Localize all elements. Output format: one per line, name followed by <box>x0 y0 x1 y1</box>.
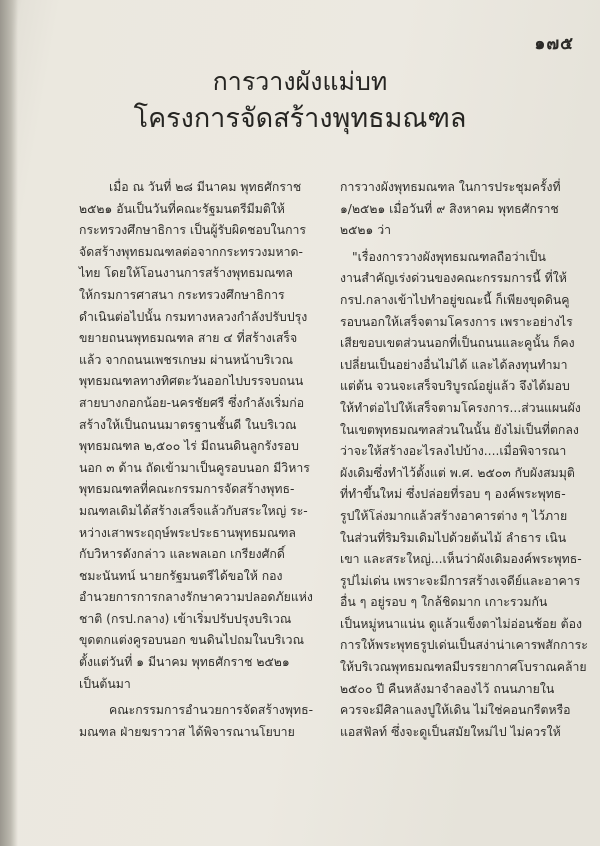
text-line: สายบางกอกน้อย-นครชัยศรี ซึ่งกำลังเริ่มก่อ <box>79 395 305 410</box>
text-line: ให้กรมการศาสนา กระทรวงศึกษาธิการ <box>79 287 285 302</box>
text-line: นอก ๓ ด้าน ถัดเข้ามาเป็นคูรอบนอก มีวิหาร <box>79 460 310 475</box>
text-line: ๒๕๐๐ ปี คืนหลังมาจำลองไว้ ถนนภายใน <box>340 681 555 696</box>
text-line: เขา และสระใหญ่...เห็นว่าผังเดิมองค์พระพุทธ- <box>340 552 582 567</box>
text-line: พุทธมณฑลที่คณะกรรมการจัดสร้างพุทธ- <box>79 482 295 497</box>
text-line: แล้ว จากถนนเพชรเกษม ผ่านหน้าบริเวณ <box>79 352 293 367</box>
text-line: อื่น ๆ อยู่รอบ ๆ ใกล้ชิดมาก เกาะรวมกัน <box>340 595 548 610</box>
text-line: แต่ต้น จวนจะเสร็จบริบูรณ์อยู่แล้ว จึงได้มอบ <box>340 379 570 394</box>
page-title-line-1: การวางผังแม่บท <box>212 67 388 96</box>
text-line: ให้บริเวณพุทธมณฑลมีบรรยากาศโบราณคล้าย <box>340 660 587 675</box>
text-line: อำนวยการการกลางรักษาความปลอดภัยแห่ง <box>79 590 313 605</box>
text-line: กับวิหารดังกล่าว และพลเอก เกรียงศักดิ์ <box>79 547 285 562</box>
text-line: รูปให้โล่งมากแล้วสร้างอาคารต่าง ๆ ไว้ภาย <box>340 508 568 523</box>
text-line: ไทย โดยให้โอนงานการสร้างพุทธมณฑล <box>79 266 293 281</box>
text-line: ตั้งแต่วันที่ ๑ มีนาคม พุทธศักราช ๒๕๒๑ <box>79 655 290 670</box>
text-line: พุทธมณฑลทางทิศตะวันออกไปบรรจบถนน <box>79 374 304 389</box>
text-line: กระทรวงศึกษาธิการ เป็นผู้รับผิดชอบในการ <box>79 223 307 238</box>
text-line: เมื่อ ณ วันที่ ๒๘ มีนาคม พุทธศักราช <box>109 180 302 194</box>
text-line: การให้พระพุทธรูปเด่นเป็นสง่าน่าเคารพสักการะ <box>340 638 588 653</box>
text-line: เปลี่ยนเป็นอย่างอื่นไม่ได้ และได้ลงทุนทำมา <box>340 357 568 372</box>
text-line: ดำเนินต่อไปนั้น กรมทางหลวงกำลังปรับปรุง <box>79 309 308 324</box>
left-text-column <box>79 177 319 743</box>
text-line: คณะกรรมการอำนวยการจัดสร้างพุทธ- <box>109 703 314 718</box>
page-number: ๑๗๕ <box>534 34 574 54</box>
text-line: มณฑล ฝ่ายฆราวาส ได้พิจารณานโยบาย <box>79 724 295 739</box>
text-line: ในเขตพุทธมณฑลส่วนในนั้น ยังไม่เป็นที่ตกลง <box>340 422 579 437</box>
text-line: ๒๕๒๑ อันเป็นวันที่คณะรัฐมนตรีมีมติให้ <box>79 201 285 216</box>
text-line: รอบนอกให้เสร็จตามโครงการ เพราะอย่างไร <box>340 314 573 329</box>
text-line: รูปไม่เด่น เพราะจะมีการสร้างเจดีย์และอาคาร <box>340 573 581 588</box>
text-line: ชมะนันทน์ นายกรัฐมนตรีได้ขอให้ กอง <box>79 568 283 583</box>
text-line: เสียขอบเขตส่วนนอกที่เป็นถนนและคูนั้น ก็คง <box>340 336 575 351</box>
text-line: ขยายถนนพุทธมณฑล สาย ๔ ที่สร้างเสร็จ <box>79 331 298 346</box>
text-line: งานสำคัญเร่งด่วนของคณะกรรมการนี้ ที่ให้ <box>340 271 567 286</box>
text-line: ขุดตกแต่งคูรอบนอก ขนดินไปถมในบริเวณ <box>79 633 304 648</box>
text-line: ๑/๒๕๒๑ เมื่อวันที่ ๙ สิงหาคม พุทธศักราช <box>340 201 559 216</box>
text-line: ๒๕๒๑ ว่า <box>340 223 392 238</box>
text-line: ว่าจะให้สร้างอะไรลงไปบ้าง....เมื่อพิจารณา <box>340 444 567 459</box>
text-line: ในส่วนที่ริมริมเดิมไปด้วยต้นไม้ ลำธาร เนิน <box>340 530 567 545</box>
text-line: ผังเดิมซึ่งทำไว้ตั้งแต่ พ.ศ. ๒๕๐๓ กับผังสมมุติ <box>340 465 575 480</box>
text-line: หว่างเสาพระฤฤษ์พระประธานพุทธมณฑล <box>79 525 296 540</box>
text-line: แอสฟัลท์ ซึ่งจะดูเป็นสมัยใหม่ไป ไม่ควรให้ <box>340 724 561 739</box>
text-line: ควรจะมีศิลาแลงปูให้เดิน ไม่ใช่คอนกรีตหรือ <box>340 703 571 718</box>
text-line: จัดสร้างพุทธมณฑลต่อจากกระทรวงมหาด- <box>79 244 303 259</box>
text-line: ให้ทำต่อไปให้เสร็จตามโครงการ...ส่วนแผนผัง <box>340 400 581 415</box>
text-line: การวางผังพุทธมณฑล ในการประชุมครั้งที่ <box>340 180 561 194</box>
text-line: พุทธมณฑล ๒,๕๐๐ ไร่ มีถนนดินลูกรังรอบ <box>79 439 299 454</box>
text-line: "เรื่องการวางผังพุทธมณฑลถือว่าเป็น <box>352 249 546 264</box>
text-line: กรป.กลางเข้าไปทำอยู่ขณะนี้ ก็เพียงขุดดินคู <box>340 292 570 307</box>
text-line: เป็นต้นมา <box>79 676 131 691</box>
text-line: เป็นหมู่หนาแน่น ดูแล้วแข็งตาไม่อ่อนช้อย ต้อง <box>340 616 582 631</box>
page-title-line-2: โครงการจัดสร้างพุทธมณฑล <box>133 103 467 134</box>
text-line: ชาติ (กรป.กลาง) เข้าเริ่มปรับปรุงบริเวณ <box>79 611 292 626</box>
text-line: ที่ทำขึ้นใหม่ ซึ่งปล่อยที่รอบ ๆ องค์พระพุทธ- <box>340 487 566 502</box>
text-line: สร้างให้เป็นถนนมาตรฐานชั้นดี ในบริเวณ <box>79 417 297 432</box>
text-line: มณฑลเดิมได้สร้างเสร็จแล้วกับสระใหญ่ ระ- <box>79 503 308 518</box>
right-text-column <box>340 177 588 743</box>
